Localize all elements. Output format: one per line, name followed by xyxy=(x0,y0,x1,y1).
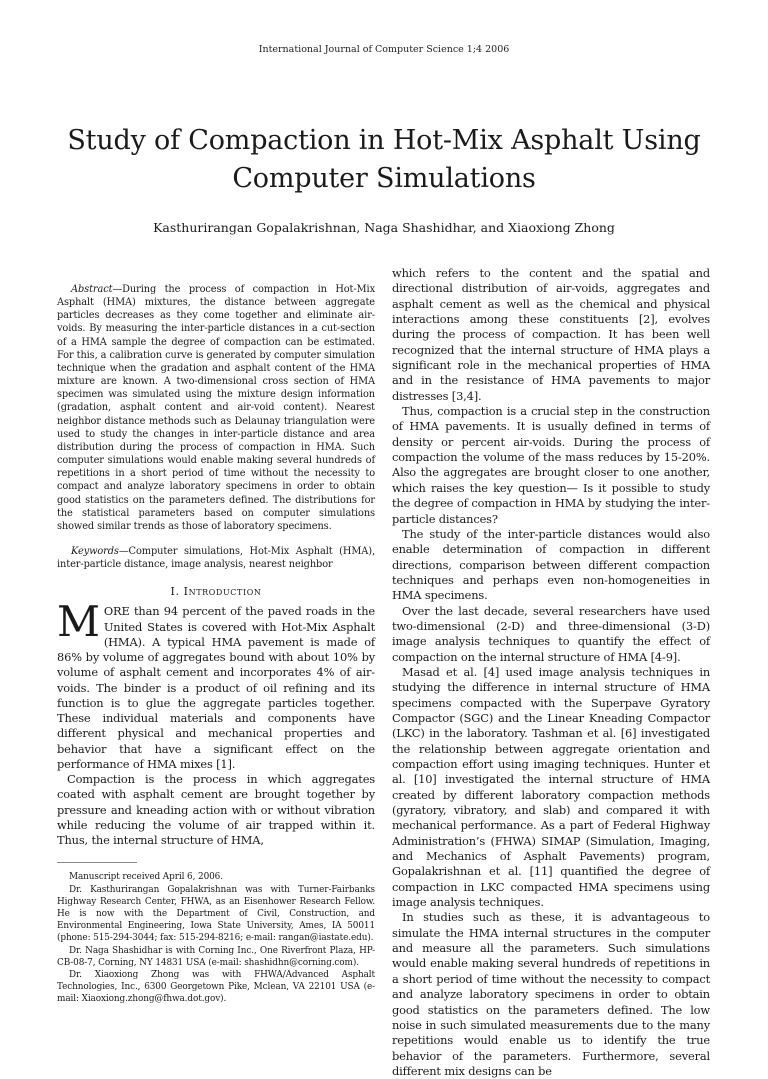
section-number: I. xyxy=(170,585,180,599)
keywords-label: Keywords xyxy=(71,545,119,557)
body-paragraph-3: The study of the inter-particle distances would also enable determination of compaction in different directions, comparison between different compaction techniques and perhaps even non-homogeneities in HMA specimens. xyxy=(392,526,710,603)
abstract xyxy=(57,283,375,533)
right-column xyxy=(392,266,710,1079)
paper-title: Study of Compaction in Hot-Mix Asphalt Using Computer Simulations xyxy=(67,125,701,194)
body-paragraph-5: Masad et al. [4] used image analysis techniques in studying the difference in internal structure of HMA specimens compacted with the Superpave Gyratory Compactor (SGC) and the Linear Kneading Compactor (LKC) in the laboratory. Tashman et al. [6] investigated the relationship between aggregate orientation and compaction effort using imaging techniques. Hunter et al. [10] investigated the internal structure of HMA created by different laboratory compaction methods (gyratory, vibratory, and slab) and compared it with mechanical performance. As a part of Federal Highway Administration’s (FHWA) SIMAP (Simulation, Imaging, and Mechanics of Asphalt Pavements) program, Gopalakrishnan et al. [11] quantified the degree of compaction in LKC compacted HMA specimens using image analysis techniques. xyxy=(392,664,710,910)
footnote-author-1: Dr. Kasthurirangan Gopalakrishnan was with Turner-Fairbanks Highway Research Center, FHWA, as an Eisenhower Research Fellow. He is now with the Department of Civil, Construction, and Environmental Engineering, Iowa State University, Ames, IA 50011 (phone: 515-294-3044; fax: 515-294-8216; e-mail: rangan@iastate.edu). xyxy=(57,884,375,944)
body-paragraph-2: Thus, compaction is a crucial step in the construction of HMA pavements. It is usually defined in terms of density or percent air-voids. During the process of compaction the volume of the mass reduces by 15-20%. Also the aggregates are brought closer to one another, which raises the key question— Is it possible to study the degree of compaction in HMA by studying the inter-particle distances? xyxy=(392,404,710,526)
left-column xyxy=(57,283,375,1006)
intro-paragraph-1-text: ORE than 94 percent of the paved roads in the United States is covered with Hot-Mix Asphalt (HMA). A typical HMA pavement is made of 86% by volume of aggregates bound with about 10% by volume of asphalt cement and incorporates 4% of air-voids. The binder is a product of oil refining and its function is to glue the aggregate particles together. These individual materials and components have different physical and mechanical properties and behavior that have a significant effect on the performance of HMA mixes [1]. xyxy=(57,604,375,771)
footnote-manuscript: Manuscript received April 6, 2006. xyxy=(69,872,223,883)
body-paragraph-6: In studies such as these, it is advantageous to simulate the HMA internal structures in the computer and measure all the parameters. Such simulations would enable making several hundreds of repetitions in a short period of time without the necessity to compact and analyze laboratory specimens in order to obtain good statistics on the parameters defined. The low noise in such simulated measurements due to the many repetitions would enable us to identify the true behavior of the parameters. Furthermore, several different mix designs can be xyxy=(392,910,710,1078)
footnote-author-3: Dr. Xiaoxiong Zhong was with FHWA/Advanced Asphalt Technologies, Inc., 6300 Georgetown Pike, Mclean, VA 22101 USA (e-mail: Xiaoxiong.zhong@fhwa.dot.gov). xyxy=(57,970,375,1005)
author-list: Kasthurirangan Gopalakrishnan, Naga Shashidhar, and Xiaoxiong Zhong xyxy=(153,220,615,235)
section-title: Introduction xyxy=(183,585,262,599)
body-paragraph-4: Over the last decade, several researchers have used two-dimensional (2-D) and three-dimensional (3-D) image analysis techniques to quantify the effect of compaction on the internal structure of HMA [4-9]. xyxy=(392,603,710,664)
intro-paragraph-2: Compaction is the process in which aggregates coated with asphalt cement are brought together by pressure and kneading action with or without vibration while reducing the volume of air trapped within it. Thus, the internal structure of HMA, xyxy=(57,772,375,848)
intro-paragraph-1 xyxy=(57,597,375,772)
footnote-divider xyxy=(57,862,137,863)
journal-header: International Journal of Computer Science 1;4 2006 xyxy=(258,44,510,55)
drop-cap: M xyxy=(57,597,100,647)
body-paragraph-1: which refers to the content and the spatial and directional distribution of air-voids, aggregates and asphalt cement as well as the chemical and physical interactions among these constituents [2], evolves during the process of compaction. It has been well recognized that the internal structure of HMA plays a significant role in the mechanical properties of HMA and in the resistance of HMA pavements to major distresses [3,4]. xyxy=(392,266,710,403)
keywords-text: —Computer simulations, Hot-Mix Asphalt (HMA), inter-particle distance, image analysis, nearest neighbor xyxy=(57,545,375,571)
abstract-text: —During the process of compaction in Hot-Mix Asphalt (HMA) mixtures, the distance between aggregate particles decreases as they come together and eliminate air-voids. By measuring the inter-particle distances in a cut-section of a HMA sample the degree of compaction can be estimated. For this, a calibration curve is generated by computer simulation technique when the gradation and asphalt content of the HMA mixture are known. A two-dimensional cross section of HMA specimen was simulated using the mixture design information (gradation, asphalt content and air-void content). Nearest neighbor distance methods such as Delaunay triangulation were used to study the changes in inter-particle distance and area distribution during the process of compaction in HMA. Such computer simulations would enable making several hundreds of repetitions in a short period of time without the necessity to compact and analyze laboratory specimens in order to obtain good statistics on the parameters defined. The distributions for the statistical parameters based on computer simulations showed similar trends as those of laboratory specimens. xyxy=(57,284,375,532)
abstract-label: Abstract xyxy=(71,284,113,295)
keywords xyxy=(57,545,375,571)
footnote-author-2: Dr. Naga Shashidhar is with Corning Inc., One Riverfront Plaza, HP-CB-08-7, Corning, NY 14831 USA (e-mail: shashidhn@corning.com). xyxy=(57,945,375,968)
section-heading-introduction xyxy=(57,585,375,598)
